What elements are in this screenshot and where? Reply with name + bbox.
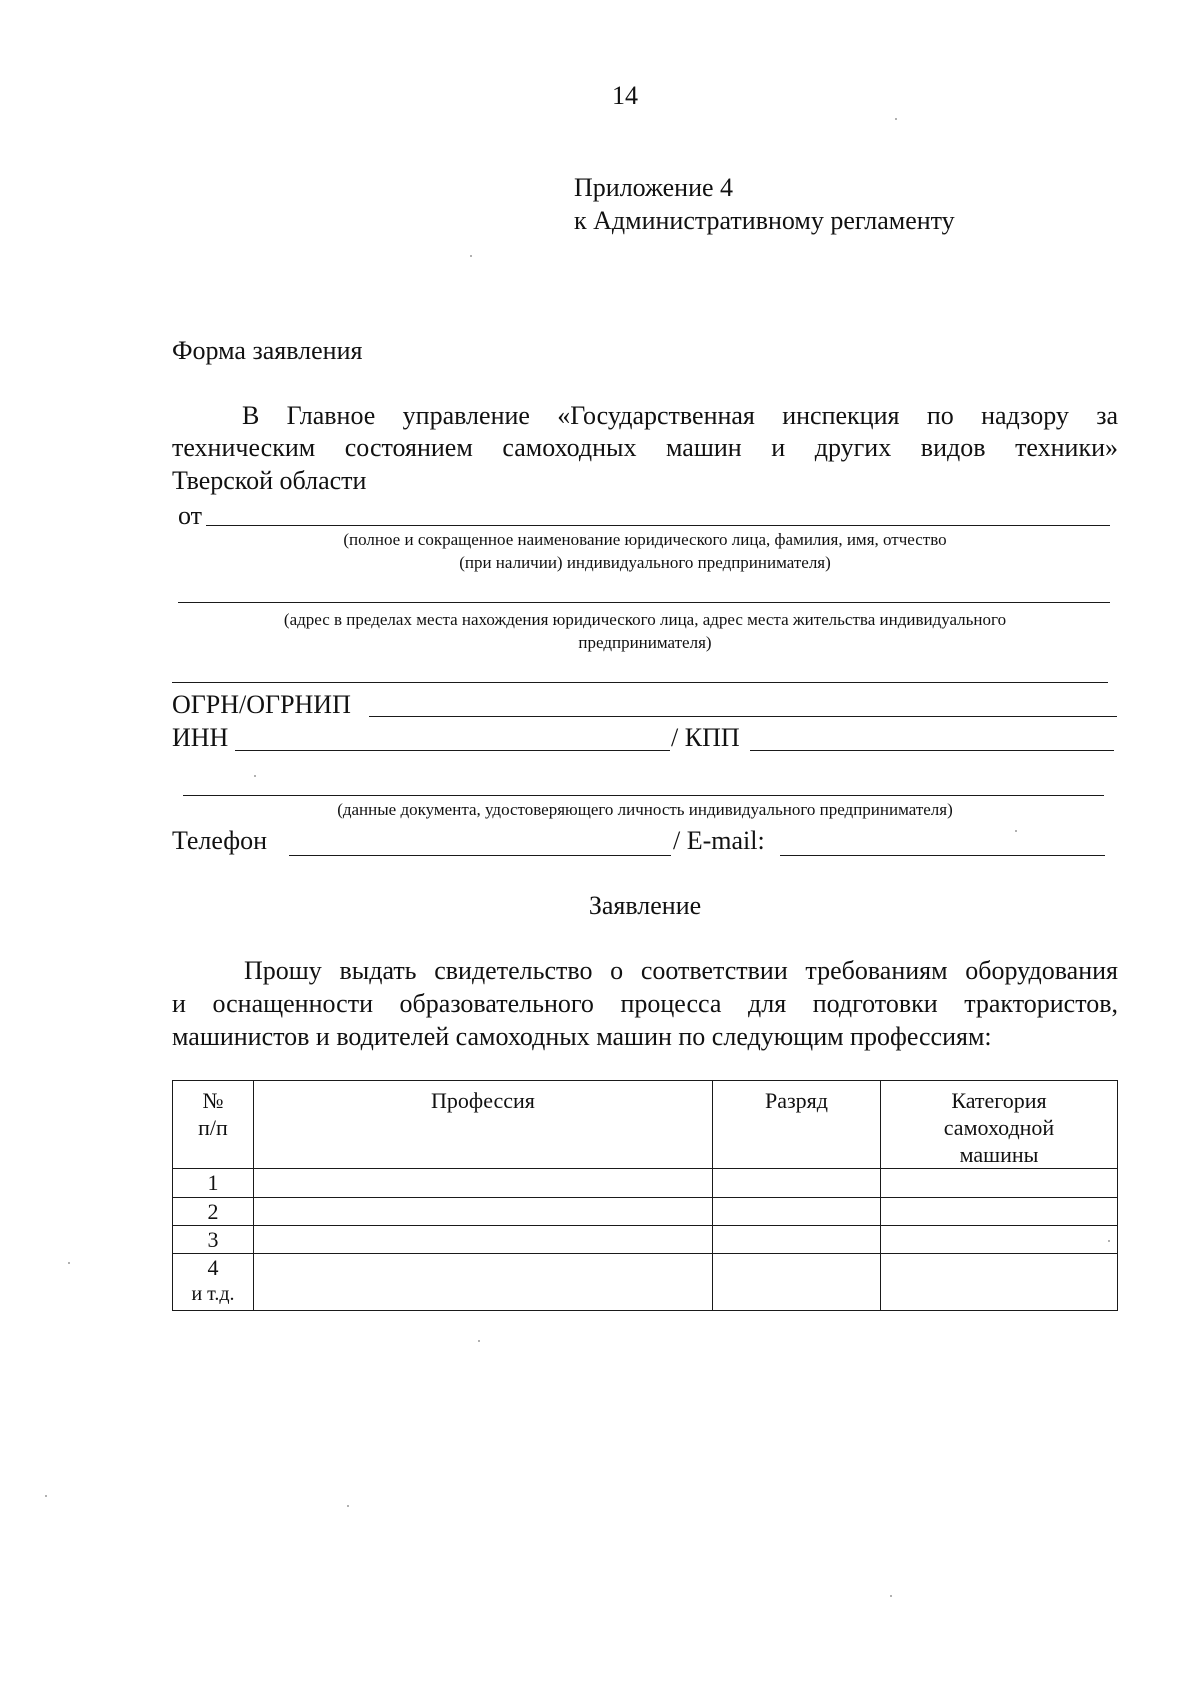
header-category-line-3: машины (959, 1142, 1039, 1167)
applicant-name-hint-1: (полное и сокращенное наименование юридического лица, фамилия, имя, отчество (343, 530, 947, 549)
statement-title: Заявление (588, 891, 702, 920)
scan-speck (347, 1505, 349, 1507)
inn-field[interactable] (235, 750, 670, 751)
table-row (173, 1226, 1118, 1254)
table-row (173, 1198, 1118, 1226)
header-grade-label: Разряд (764, 1088, 828, 1113)
phone-field[interactable] (289, 855, 671, 856)
scan-speck (478, 1340, 480, 1342)
header-profession (254, 1081, 713, 1169)
scan-speck (890, 1595, 892, 1597)
blank-line[interactable] (172, 682, 1108, 683)
address-hint-2: предпринимателя) (578, 633, 712, 652)
phone-label: Телефон (172, 826, 268, 855)
ogrn-field[interactable] (369, 716, 1117, 717)
applicant-name-hint-2: (при наличии) индивидуального предпринимателя) (459, 553, 831, 572)
applicant-name-line[interactable] (206, 525, 1110, 526)
category-cell[interactable] (881, 1226, 1118, 1254)
row-number (173, 1254, 254, 1311)
table-row (173, 1254, 1118, 1311)
id-document-field[interactable] (183, 795, 1104, 796)
recipient-line-2: техническим состоянием самоходных машин и других видов техники» (172, 433, 1118, 462)
profession-cell[interactable] (254, 1169, 713, 1198)
grade-cell[interactable] (713, 1254, 881, 1311)
statement-line-2: и оснащенности образовательного процесса для подготовки трактористов, (172, 989, 1118, 1018)
category-cell[interactable] (881, 1169, 1118, 1198)
header-category-line-2: самоходной (943, 1115, 1055, 1140)
header-category-line-1: Категория (951, 1088, 1047, 1113)
professions-table (172, 1080, 1118, 1311)
row-number: 2 (173, 1198, 254, 1226)
profession-cell[interactable] (254, 1198, 713, 1226)
scan-speck (895, 118, 897, 120)
row-number: 1 (173, 1169, 254, 1198)
grade-cell[interactable] (713, 1169, 881, 1198)
kpp-field[interactable] (750, 750, 1114, 751)
statement-line-3: машинистов и водителей самоходных машин по следующим профессиям: (172, 1022, 992, 1051)
scan-speck (1015, 830, 1017, 832)
row-number-value: 4 (207, 1255, 219, 1280)
inn-label: ИНН (172, 723, 229, 752)
scan-speck (45, 1495, 47, 1497)
address-line[interactable] (178, 602, 1110, 603)
profession-cell[interactable] (254, 1226, 713, 1254)
header-category (881, 1081, 1118, 1169)
header-number (173, 1081, 254, 1169)
kpp-label: / КПП (671, 723, 740, 752)
scan-speck (254, 775, 256, 777)
scan-speck (470, 255, 472, 257)
ogrn-label: ОГРН/ОГРНИП (172, 690, 351, 719)
grade-cell[interactable] (713, 1198, 881, 1226)
header-number-symbol: № (202, 1088, 224, 1113)
category-cell[interactable] (881, 1254, 1118, 1311)
scan-speck (1108, 1240, 1110, 1242)
statement-line-1: Прошу выдать свидетельство о соответствии требованиям оборудования (244, 956, 1118, 985)
header-profession-label: Профессия (431, 1088, 535, 1113)
row-number: 3 (173, 1226, 254, 1254)
page-number: 14 (612, 81, 638, 110)
id-document-hint: (данные документа, удостоверяющего личность индивидуального предпринимателя) (337, 800, 953, 819)
recipient-line-3: Тверской области (172, 466, 367, 495)
table-row (173, 1169, 1118, 1198)
address-hint-1: (адрес в пределах места нахождения юридического лица, адрес места жительства индивидуального (283, 610, 1007, 629)
from-label: от (178, 501, 203, 530)
header-number-abbr: п/п (198, 1115, 228, 1140)
appendix-subtitle: к Административному регламенту (574, 206, 955, 235)
profession-cell[interactable] (254, 1254, 713, 1311)
table-header-row (173, 1081, 1118, 1169)
scan-speck (68, 1262, 70, 1264)
recipient-line-1: В Главное управление «Государственная инспекция по надзору за (242, 401, 1118, 430)
appendix-title: Приложение 4 (574, 173, 734, 202)
email-field[interactable] (780, 855, 1105, 856)
form-title: Форма заявления (172, 336, 363, 365)
category-cell[interactable] (881, 1198, 1118, 1226)
row-number-etc: и т.д. (191, 1283, 235, 1305)
grade-cell[interactable] (713, 1226, 881, 1254)
email-label: / E-mail: (673, 826, 765, 855)
header-grade (713, 1081, 881, 1169)
